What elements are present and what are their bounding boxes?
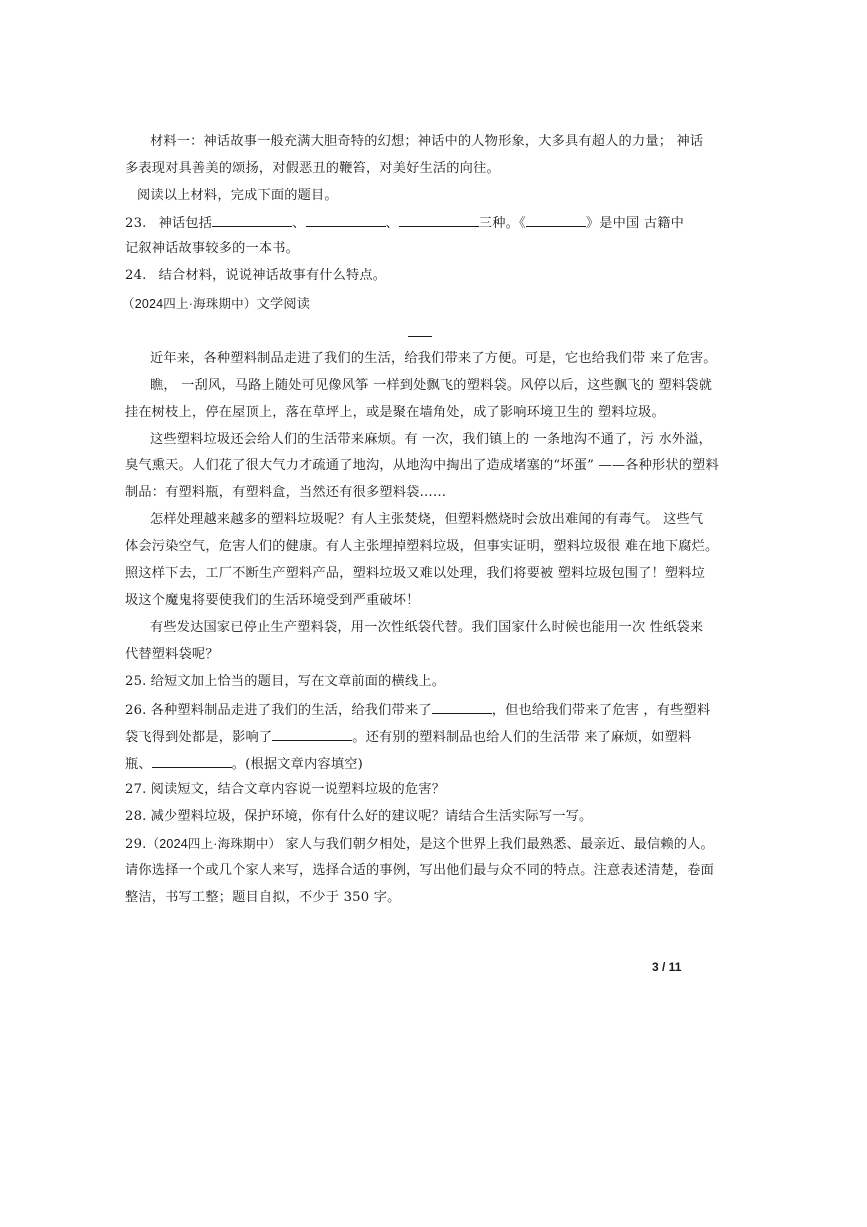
- question-number: 25.: [125, 674, 147, 689]
- question-23-line-2: 记叙神话故事较多的一本书。: [125, 241, 300, 256]
- answer-blank-examples[interactable]: [152, 754, 232, 768]
- passage-p2-line-2: 挂在树枝上，停在屋顶上，落在草坪上，或是聚在墙角处，成了影响环境卫生的 塑料垃圾。: [125, 405, 665, 420]
- answer-blank-affected[interactable]: [272, 727, 352, 741]
- question-24: 24. 结合材料，说说神话故事有什么特点。: [125, 268, 387, 283]
- section-heading: [122, 295, 762, 314]
- source-tag: （2024四上·海珠期中）: [122, 297, 257, 311]
- passage-p2-line-1: 瞧， 一刮风，马路上随处可见像风筝 一样到处飘飞的塑料袋。风停以后，这些飘飞的 塑料袋就: [150, 378, 713, 393]
- answer-blank-1[interactable]: [212, 213, 292, 227]
- passage-p3-line-3: 制品：有塑料瓶，有塑料盒，当然还有很多塑料袋……: [125, 485, 447, 500]
- passage-p4-line-2: 体会污染空气，危害人们的健康。有人主张埋掉塑料垃圾，但事实证明，塑料垃圾很 难在地下腐烂。: [125, 539, 719, 554]
- passage-title-blank[interactable]: [408, 336, 432, 337]
- answer-blank-2[interactable]: [306, 213, 386, 227]
- source-tag: （2024四上·海珠期中）: [146, 837, 282, 851]
- passage-p3-line-1: 这些塑料垃圾还会给人们的生活带来麻烦。有 一次，我们镇上的 一条地沟不通了，污 水外溢，: [150, 432, 713, 447]
- question-26-line-2: 袋飞得到处都是，影响了 。还有别的塑料制品也给人们的生活带 来了麻烦，如塑料: [125, 727, 765, 747]
- answer-blank-convenience[interactable]: [432, 700, 492, 714]
- passage-p3-line-2: 臭气熏天。人们花了很大气力才疏通了地沟，从地沟中掏出了造成堵塞的“坏蛋” ——各种形状的塑料: [125, 458, 719, 473]
- material-line-1: 材料一：神话故事一般充满大胆奇特的幻想；神话中的人物形象，大多具有超人的力量； 神话: [150, 134, 704, 149]
- question-23-line-1: 23. 神话包括 、 、 三种。《 》是中国 古籍中: [125, 213, 765, 233]
- question-25: 25. 给短文加上恰当的题目，写在文章前面的横线上。: [125, 674, 446, 689]
- answer-blank-4[interactable]: [526, 213, 586, 227]
- question-29-line-1: 29.（2024四上·海珠期中） 家人与我们朝夕相处，是这个世界上我们最熟悉、最亲近、最信赖的人。: [125, 837, 714, 852]
- passage-p1: 近年来，各种塑料制品走进了我们的生活，给我们带来了方便。可是，它也给我们带 来了危害。: [150, 351, 717, 366]
- question-number: 24.: [125, 268, 147, 283]
- question-number: 26.: [125, 703, 147, 718]
- passage-p4-line-1: 怎样处理越来越多的塑料垃圾呢？有人主张焚烧，但塑料燃烧时会放出难闻的有毒气。 这些气: [150, 512, 704, 527]
- answer-blank-3[interactable]: [399, 213, 479, 227]
- question-29-line-2: 请你选择一个或几个家人来写，选择合适的事例，写出他们最与众不同的特点。注意表述清楚，卷面: [125, 863, 715, 878]
- question-29-line-3: 整洁，书写工整；题目自拟，不少于 350 字。: [125, 890, 401, 905]
- question-28: 28. 减少塑料垃圾，保护环境，你有什么好的建议呢？请结合生活实际写一写。: [125, 809, 593, 824]
- passage-p4-line-3: 照这样下去，工厂不断生产塑料产品，塑料垃圾又难以处理，我们将要被 塑料垃圾包围了！塑料垃: [125, 566, 706, 581]
- material-line-2: 多表现对具善美的颂扬，对假恶丑的鞭笞，对美好生活的向往。: [125, 161, 500, 176]
- page-number: 3 / 11: [652, 960, 682, 974]
- question-number: 29.: [125, 837, 147, 852]
- section-label: 文学阅读: [256, 297, 311, 312]
- passage-p4-line-4: 圾这个魔鬼将要使我们的生活环境受到严重破坏！: [125, 593, 420, 608]
- question-26-line-1: 26. 各种塑料制品走进了我们的生活，给我们带来了 ，但也给我们带来了危害 ，有些塑料: [125, 700, 765, 720]
- question-number: 27.: [125, 782, 147, 797]
- passage-p5-line-2: 代替塑料袋呢？: [125, 647, 219, 662]
- question-26-line-3: 瓶、 。(根据文章内容填空): [125, 754, 765, 774]
- question-27: 27. 阅读短文，结合文章内容说一说塑料垃圾的危害？: [125, 782, 446, 797]
- reading-instruction: 阅读以上材料，完成下面的题目。: [137, 188, 338, 203]
- question-number: 28.: [125, 809, 147, 824]
- passage-p5-line-1: 有些发达国家已停止生产塑料袋，用一次性纸袋代替。我们国家什么时候也能用一次 性纸袋来: [150, 620, 704, 635]
- question-number: 23.: [125, 216, 147, 231]
